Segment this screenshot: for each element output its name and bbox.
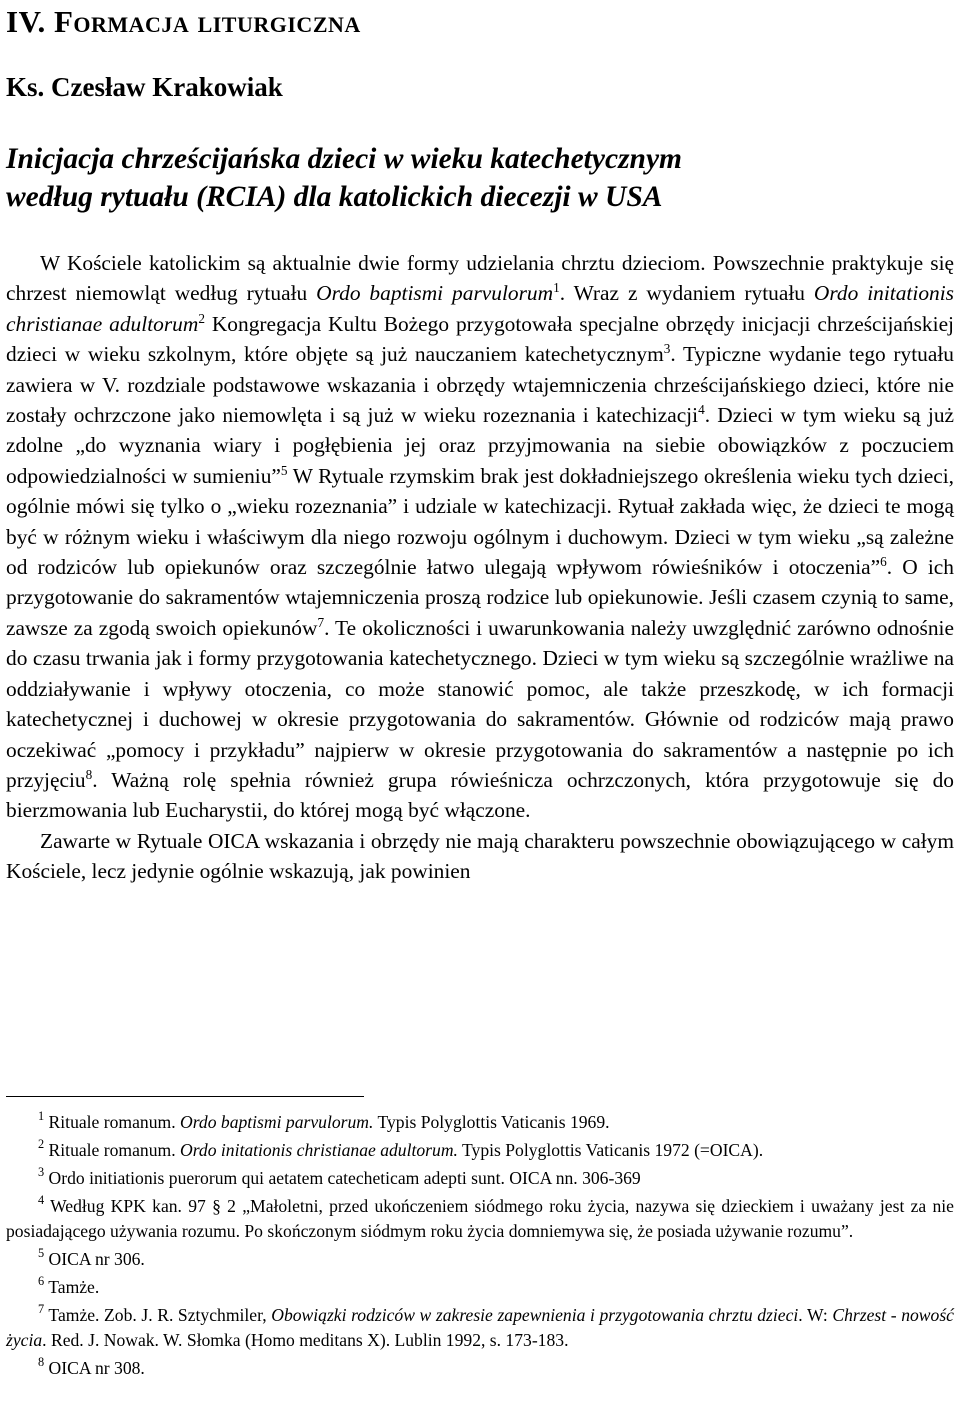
footnote-4 xyxy=(6,1194,954,1244)
footnote-number: 5 xyxy=(38,1246,45,1260)
footnote-ref-8[interactable]: 8 xyxy=(85,766,93,782)
text-run: W Rytuale rzymskim brak jest dokładniejszego określenia wieku tych dzieci, ogólnie mówi się tylko o „wieku rozeznania” i udziale w katechizacji. Rytuał zakłada więc, że dzieci te mogą być w różnym wieku i właściwym dla niego rozwoju ogólnym i duchowym. Dzieci w tym wieku „są zależne od rodziców lub opiekunów oraz szczególnie łatwo ulegają wpływom rówieśników i otoczenia” xyxy=(6,463,954,580)
footnote-ref-2[interactable]: 2 xyxy=(198,310,205,326)
article-title-line-1: Inicjacja chrześcijańska dzieci w wieku katechetycznym xyxy=(6,143,682,175)
footnote-ref-1[interactable]: 1 xyxy=(553,280,560,296)
article-title-line-2: według rytuału (RCIA) dla katolickich diecezji w USA xyxy=(6,181,663,213)
footnote-number: 4 xyxy=(38,1193,45,1207)
footnote-3 xyxy=(6,1166,954,1191)
footnotes xyxy=(6,1110,954,1381)
article-title xyxy=(6,140,682,216)
footnote-ref-6[interactable]: 6 xyxy=(880,554,887,570)
text-run: . W: xyxy=(798,1305,833,1325)
footnote-7 xyxy=(6,1303,954,1353)
footnote-5 xyxy=(6,1247,954,1272)
text-run: Rituale romanum. xyxy=(44,1112,180,1132)
italic-run: Ordo initationis christianae adultorum xyxy=(6,281,954,336)
text-run: Typis Polyglottis Vaticanis 1972 (=OICA). xyxy=(457,1140,764,1160)
footnote-number: 2 xyxy=(38,1137,45,1151)
footnote-6 xyxy=(6,1275,954,1300)
footnote-ref-7[interactable]: 7 xyxy=(317,614,325,630)
footnote-2 xyxy=(6,1138,954,1163)
text-run: Kongregacja Kultu Bożego przygotowała specjalne obrzędy inicjacji chrześcijańskiej dzieci w wieku szkolnym, które objęte są już nauczaniem katechetycznym xyxy=(6,311,955,367)
body-paragraph-2: Zawarte w Rytuale OICA wskazania i obrzędy nie mają charakteru powszechnie obowiązującego w całym Kościele, lecz jedynie ogólnie wskazują, jak powinien xyxy=(6,828,954,884)
footnote-1 xyxy=(6,1110,954,1135)
footnote-number: 1 xyxy=(38,1109,45,1123)
text-run: . O ich przygotowanie do sakramentów wtajemniczenia proszą rodzice lub opiekunowie. Jeśli czasem czynią to same, zawsze za zgodą swoich opiekunów xyxy=(6,555,954,640)
text-run: OICA nr 306. xyxy=(44,1249,145,1269)
article-body xyxy=(6,248,954,887)
italic-run: Ordo baptismi parvulorum xyxy=(316,281,554,306)
footnote-ref-5[interactable]: 5 xyxy=(280,462,288,478)
italic-run: Chrzest - nowość życia xyxy=(6,1305,954,1350)
italic-run: Ordo initationis christianae adultorum. xyxy=(180,1140,458,1160)
text-run: W Kościele katolickim są aktualnie dwie formy udzielania chrztu dzieciom. Powszechnie praktykuje się chrzest niemowląt według rytuału xyxy=(6,251,954,306)
body-paragraph-1 xyxy=(6,248,954,826)
text-run: . Wraz z wydaniem rytuału xyxy=(559,281,814,306)
text-run: Typis Polyglottis Vaticanis 1969. xyxy=(373,1112,610,1132)
footnote-number: 8 xyxy=(38,1355,45,1369)
text-run: . Ważną rolę spełnia również grupa rówieśnicza ochrzczonych, która przygotowuje się do bierzmowania lub Eucharystii, do której mogą być włączone. xyxy=(6,767,954,823)
footnote-8 xyxy=(6,1356,954,1381)
text-run: Według KPK kan. 97 § 2 „Małoletni, przed ukończeniem siódmego roku życia, nazywa się dzieckiem i uważany jest za nie posiadającego używania rozumu. Po skończonym siódmym roku życia domniemywa się, że posiada używanie rozumu”. xyxy=(6,1196,954,1241)
text-run: OICA nr 308. xyxy=(44,1358,145,1378)
footnote-ref-4[interactable]: 4 xyxy=(698,402,705,418)
text-run: . Dzieci w tym wieku są już zdolne „do wyznania wiary i pogłębienia jej oraz przyjmowania na siebie obowiązków z poczuciem odpowiedzialności w sumieniu” xyxy=(6,403,955,488)
text-run: Rituale romanum. xyxy=(44,1140,180,1160)
italic-run: Ordo baptismi parvulorum. xyxy=(180,1112,374,1132)
text-run: . Red. J. Nowak. W. Słomka (Homo meditans X). Lublin 1992, s. 173-183. xyxy=(42,1330,569,1350)
section-heading: IV. Formacja liturgiczna xyxy=(6,4,361,39)
text-run: Tamże. xyxy=(44,1277,100,1297)
footnote-number: 6 xyxy=(38,1274,45,1288)
text-run: Tamże. Zob. J. R. Sztychmiler, xyxy=(44,1305,272,1325)
text-run: . Typiczne wydanie tego rytuału zawiera w V. rozdziale podstawowe wskazania i obrzędy wtajemniczenia chrześcijańskiego dzieci, które nie zostały ochrzczone jako niemowlęta i są już w wieku rozeznania i katechizacji xyxy=(6,342,954,428)
footnote-number: 3 xyxy=(38,1165,45,1179)
text-run: Ordo initiationis puerorum qui aetatem catecheticam adepti sunt. OICA nn. 306-369 xyxy=(44,1168,641,1188)
text-run: . Te okoliczności i uwarunkowania należy uwzględnić zarówno odnośnie do czasu trwania jak i formy przygotowania katechetycznego. Dzieci w tym wieku są szczególnie wrażliwe na oddziaływanie i wpływy otoczenia, co może stanowić pomoc, ale także przeszkodę, w ich formacji katechetycznej i duchowej w okresie przygotowania do sakramentów. Głównie od rodziców mają prawo oczekiwać „pomocy i przykładu” najpierw w okresie przygotowania do sakramentów a następnie po ich przyjęciu xyxy=(6,615,954,792)
author-name: Ks. Czesław Krakowiak xyxy=(6,72,283,102)
footnote-ref-3[interactable]: 3 xyxy=(663,341,671,357)
footnote-number: 7 xyxy=(38,1302,45,1316)
footnote-separator xyxy=(6,1096,364,1097)
italic-run: Obowiązki rodziców w zakresie zapewnienia i przygotowania chrztu dzieci xyxy=(271,1305,799,1325)
